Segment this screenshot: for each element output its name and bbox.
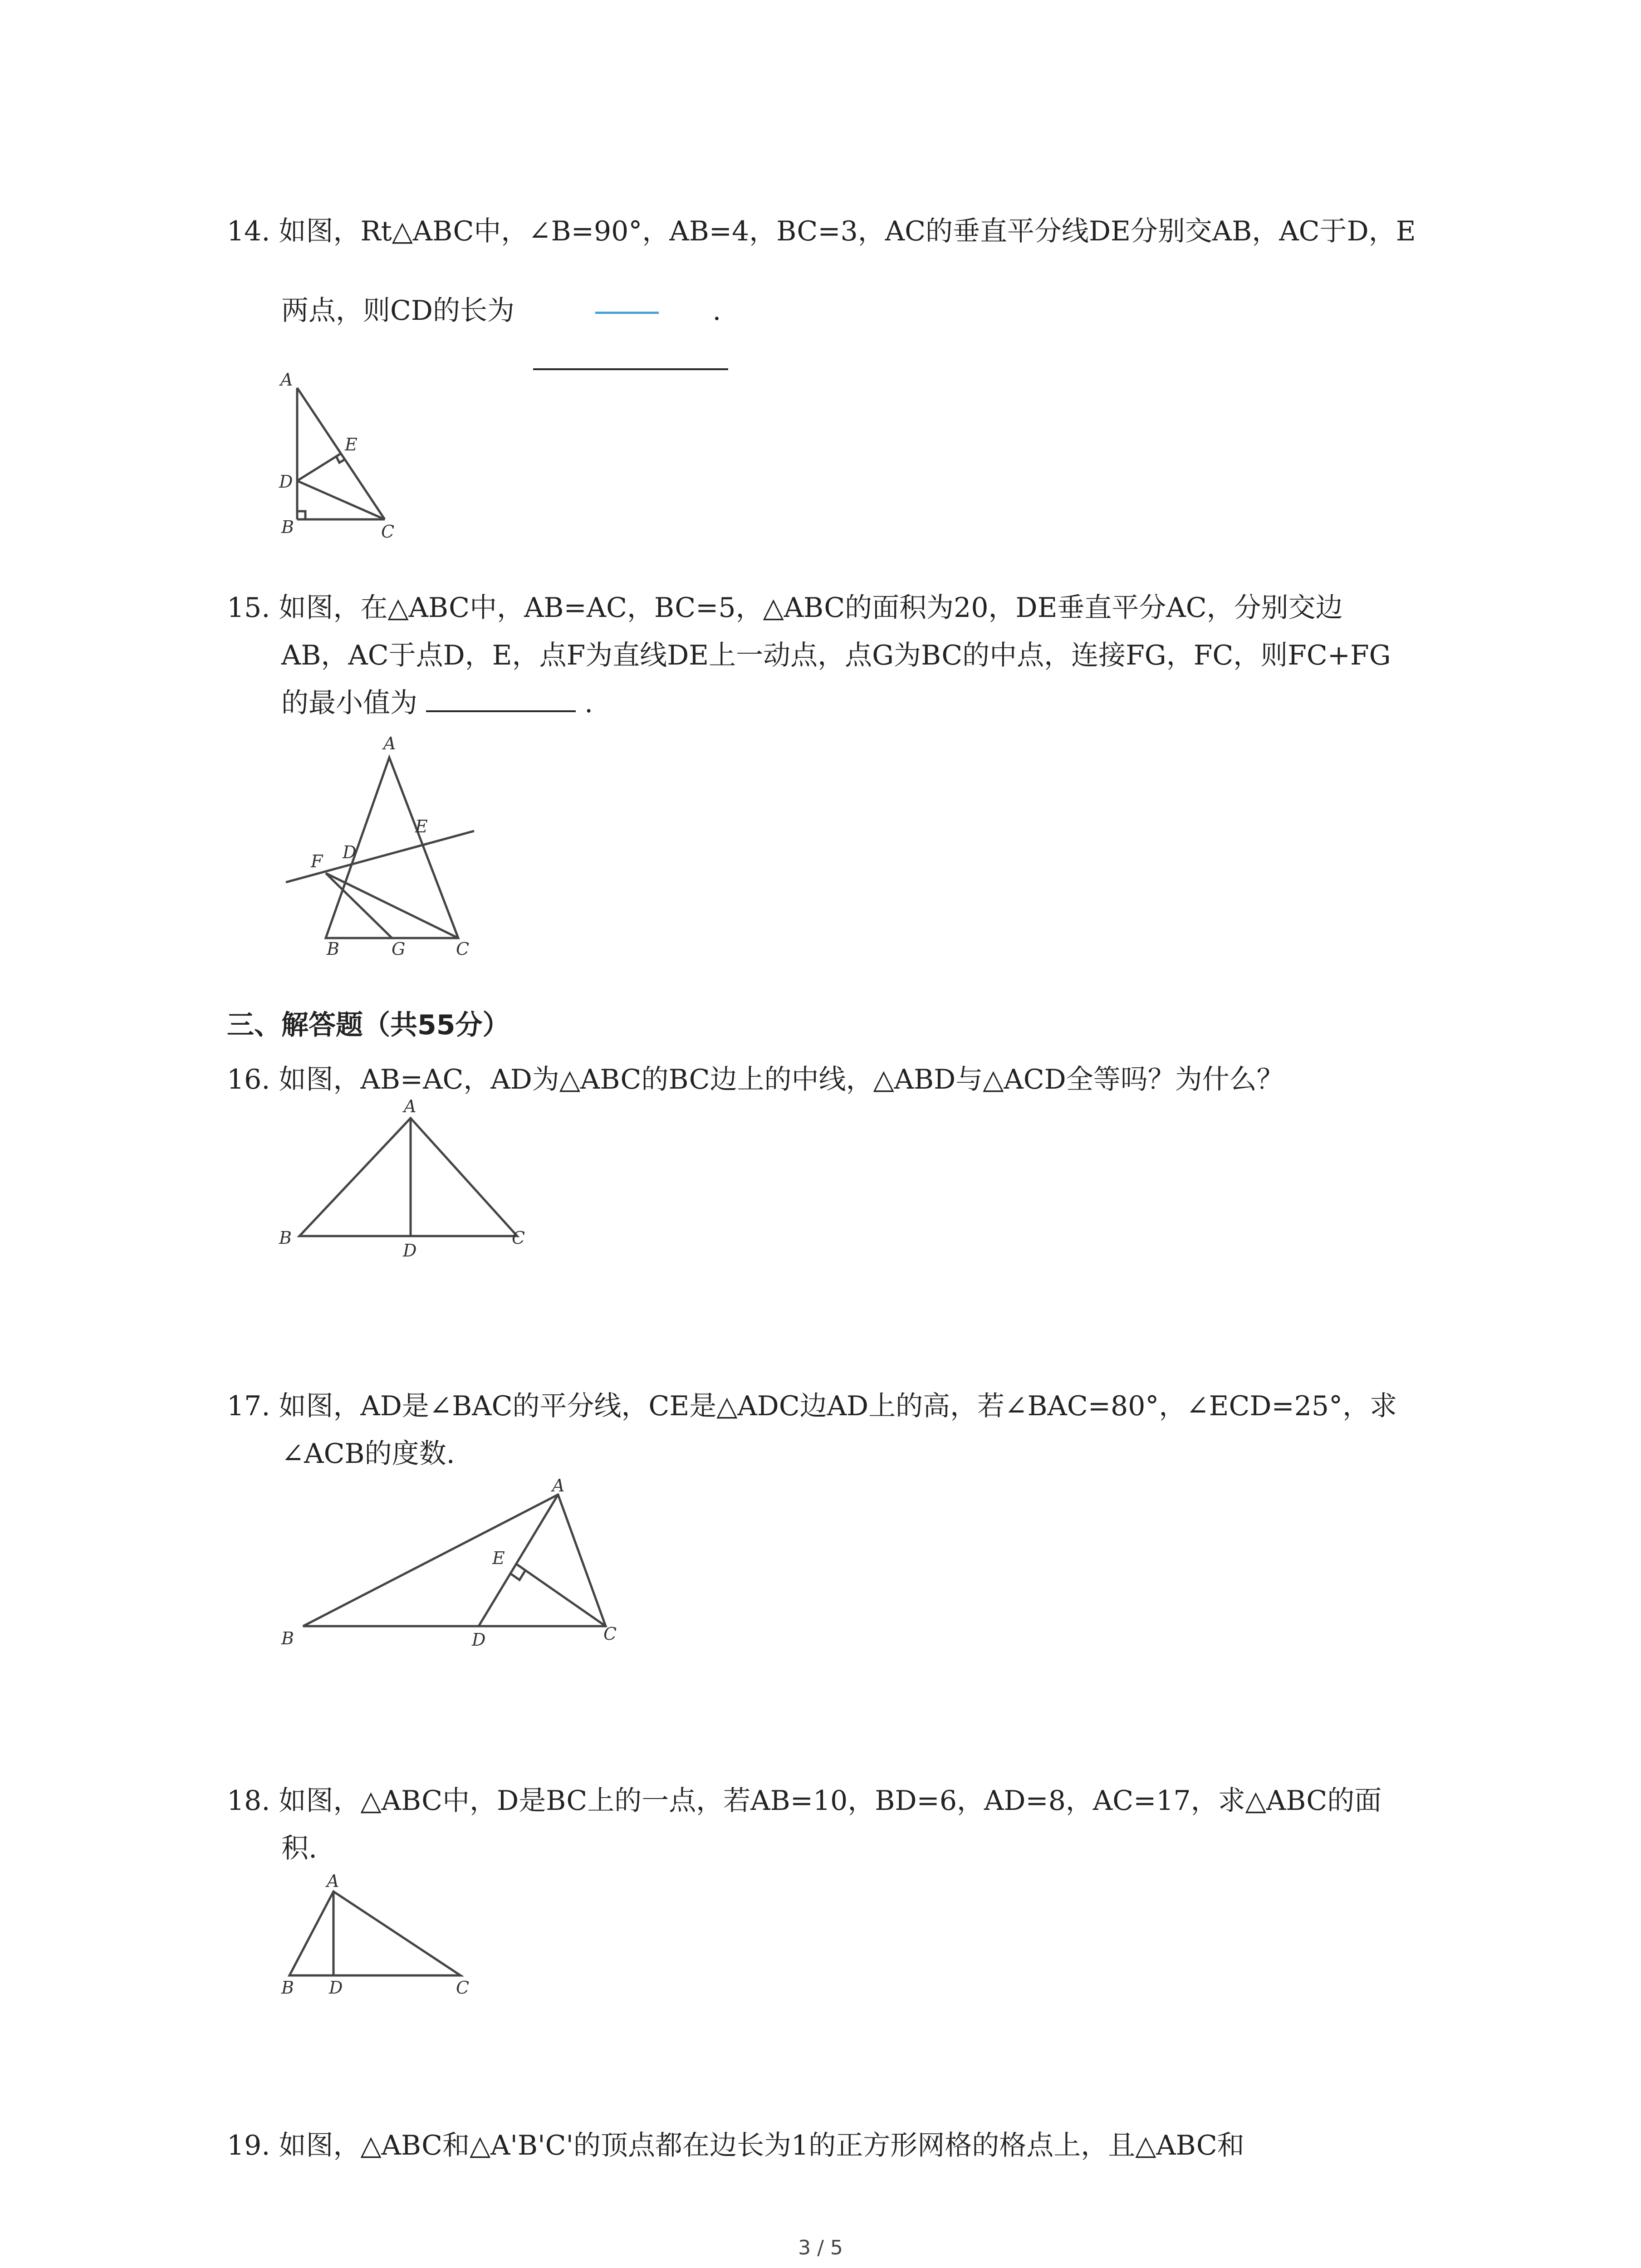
p18-figure (272, 1864, 481, 2000)
p15-text-3: 的最小值为 (281, 687, 417, 719)
p17-label-C: C (603, 1624, 617, 1644)
p17-label-D: D (472, 1630, 486, 1650)
p15-label-E: E (415, 816, 428, 836)
p14-text-1: 如图，Rt△ABC中，∠B=90°，AB=4，BC=3，AC的垂直平分线DE分别交AB，AC于D，E (279, 215, 1416, 247)
p17-label-E: E (492, 1548, 505, 1568)
p16-text-1: 如图，AB=AC，AD为△ABC的BC边上的中线，△ABD与△ACD全等吗？为什么？ (279, 1064, 1284, 1095)
p15-text-2: AB，AC于点D，E，点F为直线DE上一动点，点G为BC的中点，连接FG，FC，则FC+FG (281, 640, 1391, 671)
p17-line2 (281, 1436, 455, 1472)
p17-figure (272, 1474, 644, 1665)
p15-line1 (227, 590, 1343, 626)
p16-number: 16. (227, 1064, 270, 1095)
p15-seg-FG (326, 873, 392, 938)
p17-triangle-ABC (303, 1495, 606, 1626)
p17-text-1: 如图，AD是∠BAC的平分线，CE是△ADC边AD上的高，若∠BAC=80°，∠ECD=25°，求 (279, 1390, 1397, 1422)
p18-label-A: A (327, 1871, 339, 1891)
p14-number: 14. (227, 215, 270, 247)
p16-label-D: D (403, 1241, 417, 1261)
p15-label-A: A (383, 733, 396, 753)
p18-label-B: B (281, 1978, 294, 1998)
p14-label-A: A (280, 370, 293, 390)
p15-number: 15. (227, 592, 270, 624)
p15-text-1: 如图，在△ABC中，AB=AC，BC=5，△ABC的面积为20，DE垂直平分AC，分别交边 (279, 592, 1343, 624)
p14-label-E: E (345, 435, 358, 455)
p19-line1 (227, 2127, 1244, 2164)
p17-seg-CE (516, 1564, 606, 1626)
p15-label-C: C (456, 939, 470, 959)
p14-answer-mark (595, 312, 659, 314)
p14-answer-blank[interactable] (533, 368, 728, 370)
p17-text-2: ∠ACB的度数. (281, 1438, 455, 1470)
p15-line3 (281, 685, 593, 721)
p15-label-F: F (311, 851, 323, 871)
p17-label-A: A (552, 1476, 565, 1496)
section-heading-3: 三、解答题（共55分） (227, 1009, 510, 1041)
p14-figure (272, 367, 417, 544)
p16-triangle-ABC (299, 1118, 517, 1236)
p18-triangle-ABC (289, 1892, 460, 1975)
p14-right-angle-B (297, 511, 305, 519)
p16-label-A: A (404, 1096, 416, 1116)
p15-answer-blank[interactable] (426, 692, 576, 712)
p18-line2 (281, 1830, 317, 1867)
p14-period: . (712, 295, 721, 327)
p18-text-2: 积. (281, 1833, 318, 1864)
p16-label-C: C (512, 1228, 525, 1248)
p19-text-1: 如图，△ABC和△A'B'C'的顶点都在边长为1的正方形网格的格点上，且△ABC和 (279, 2130, 1244, 2161)
p18-number: 18. (227, 1785, 270, 1817)
p15-figure (272, 726, 481, 962)
p18-label-C: C (456, 1978, 470, 1998)
p14-text-2: 两点，则CD的长为 (281, 295, 515, 327)
p14-label-D: D (279, 472, 293, 492)
p18-line1 (227, 1783, 1381, 1819)
p17-line1 (227, 1388, 1397, 1424)
p18-text-1: 如图，△ABC中，D是BC上的一点，若AB=10，BD=6，AD=8，AC=17，求△ABC的面 (279, 1785, 1382, 1817)
p14-line1 (227, 213, 1416, 249)
p19-number: 19. (227, 2130, 270, 2161)
p18-label-D: D (329, 1978, 343, 1998)
p17-label-B: B (281, 1628, 294, 1648)
p14-seg-DE (297, 454, 341, 481)
p16-line1 (227, 1061, 1284, 1098)
p16-label-B: B (279, 1228, 292, 1248)
page-number: 3 / 5 (798, 2236, 843, 2259)
p14-label-B: B (281, 517, 294, 537)
p15-label-G: G (392, 939, 406, 959)
p15-line2 (281, 637, 1391, 674)
p14-label-C: C (381, 522, 395, 542)
p15-period: . (584, 687, 593, 719)
p14-line2 (281, 293, 721, 329)
p15-label-D: D (343, 842, 357, 862)
p15-label-B: B (327, 939, 339, 959)
p16-figure (272, 1098, 535, 1261)
p17-number: 17. (227, 1390, 270, 1422)
